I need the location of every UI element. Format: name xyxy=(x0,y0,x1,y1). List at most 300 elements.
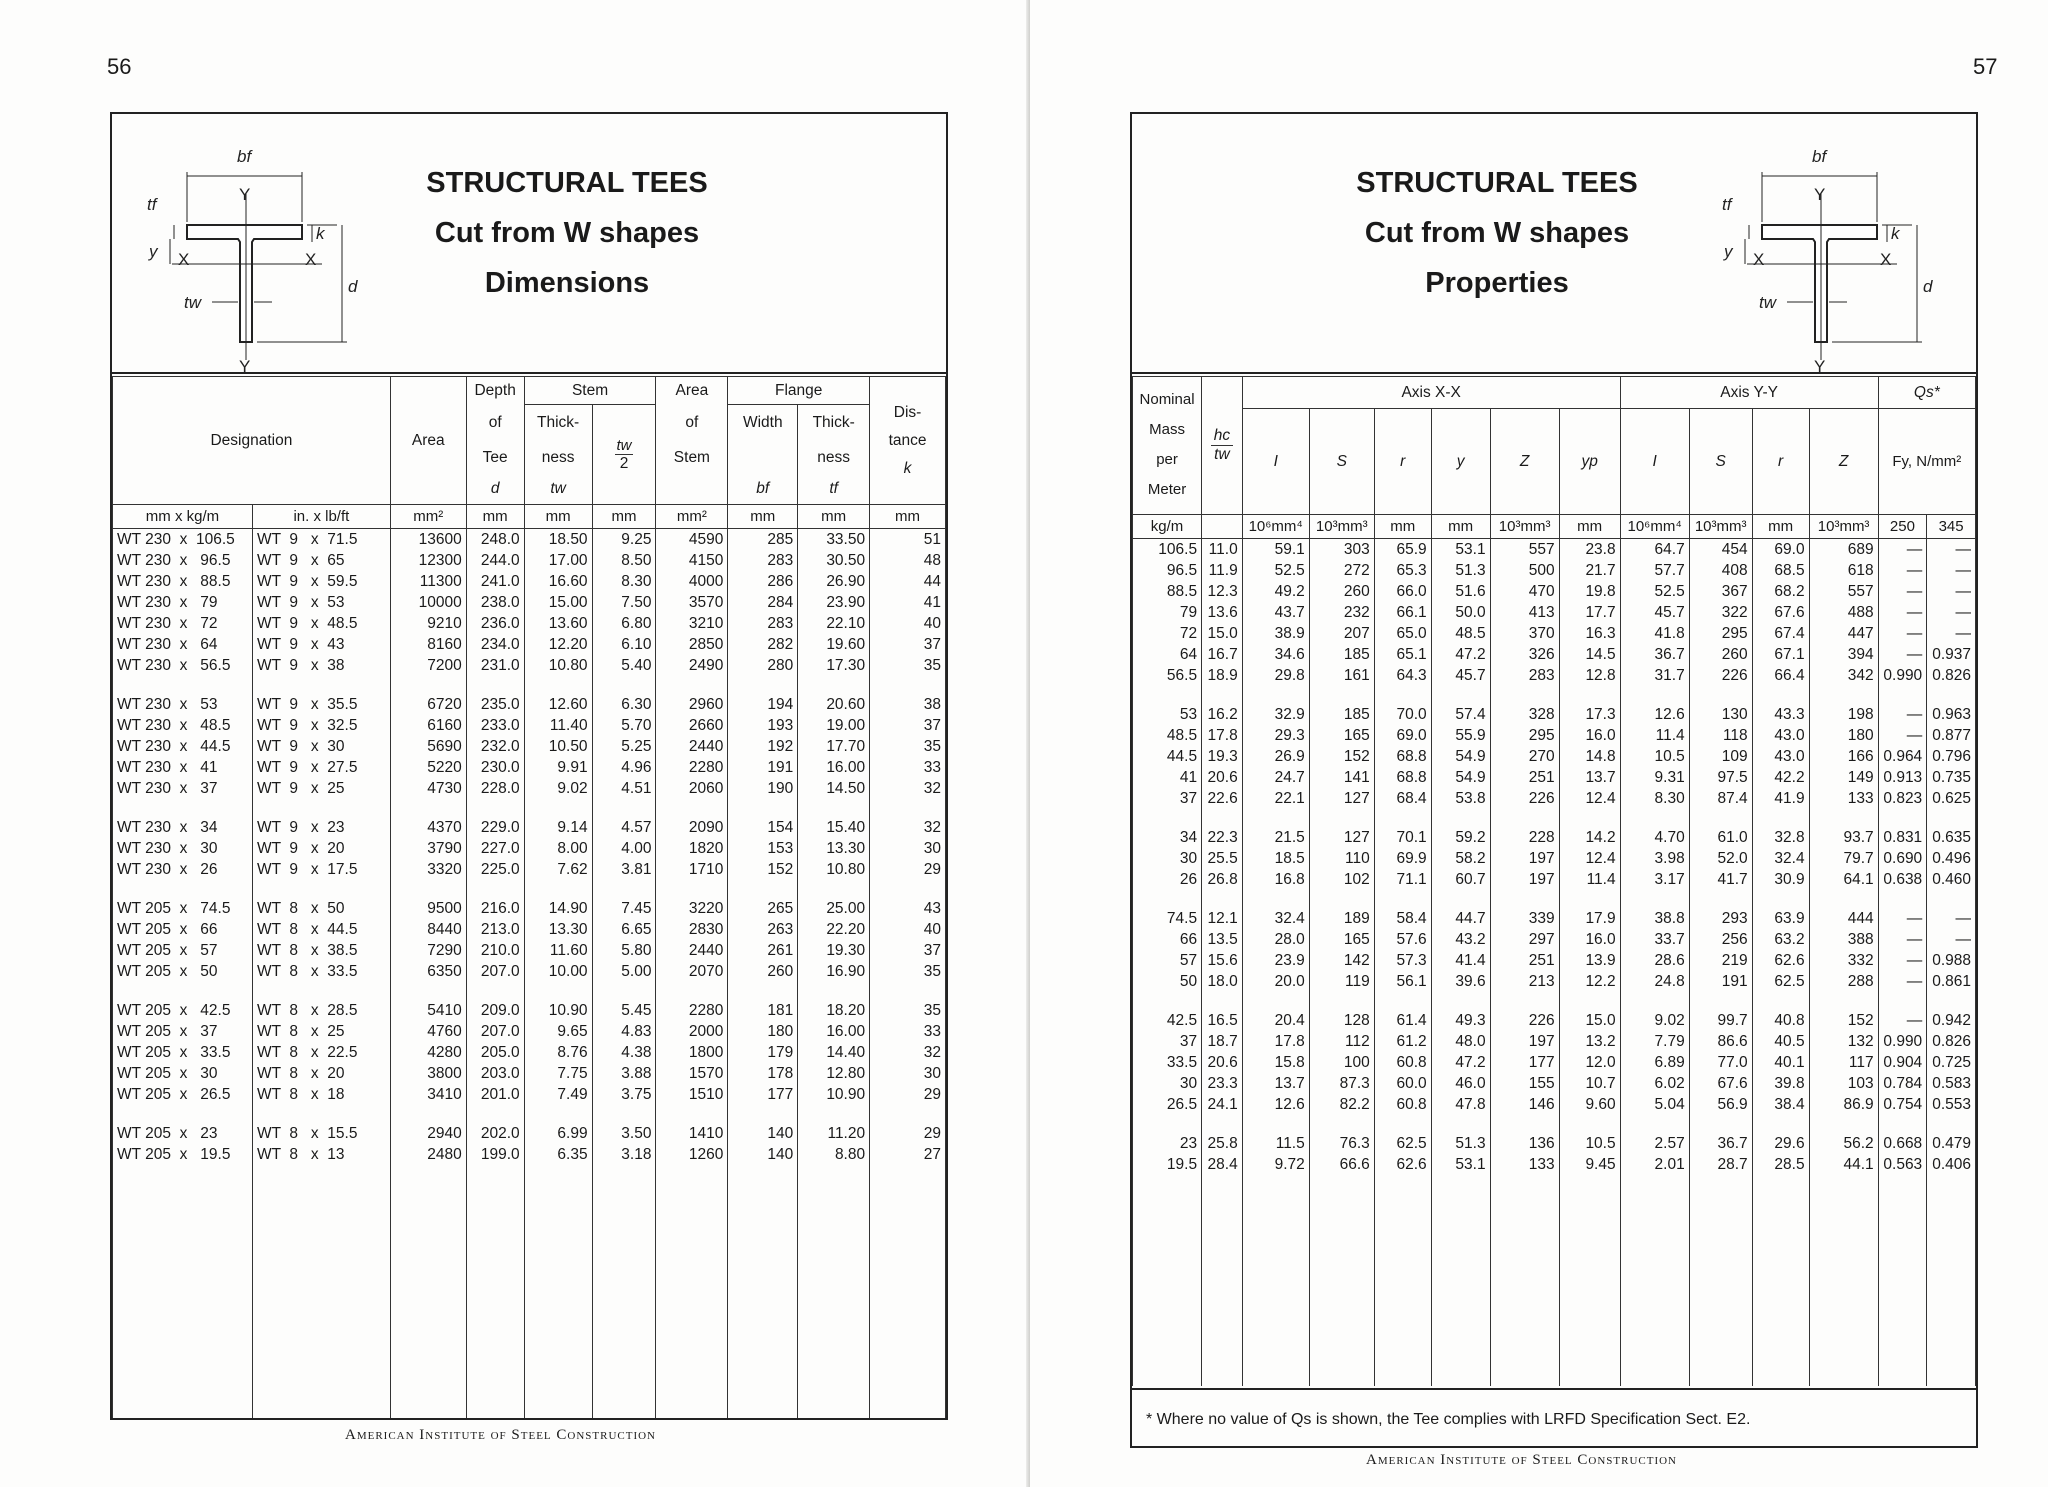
table-cell: 3.88 xyxy=(592,1063,656,1084)
table-cell: 25.8 xyxy=(1202,1133,1243,1154)
table-cell: 7.49 xyxy=(524,1084,592,1105)
table-cell: 25.00 xyxy=(798,898,870,919)
table-cell: 12.6 xyxy=(1242,1094,1309,1115)
table-cell: 0.638 xyxy=(1878,869,1927,890)
table-cell: WT 8 x 20 xyxy=(252,1063,390,1084)
depth-of-label: of xyxy=(466,405,524,441)
table-cell: 322 xyxy=(1689,602,1752,623)
table-cell: 6.99 xyxy=(524,1123,592,1144)
properties-table xyxy=(1132,376,1976,1386)
table-cell: 3.17 xyxy=(1620,869,1689,890)
table-cell: 7.50 xyxy=(592,592,656,613)
table-row xyxy=(1133,908,1976,929)
table-cell: — xyxy=(1927,560,1976,581)
table-cell: 60.8 xyxy=(1374,1094,1431,1115)
table-cell: 40.5 xyxy=(1752,1031,1809,1052)
table-cell: 62.5 xyxy=(1752,971,1809,992)
table-cell: 32 xyxy=(870,817,946,838)
table-cell: 13600 xyxy=(390,529,466,551)
table-cell: 2070 xyxy=(656,961,728,982)
properties-table-body xyxy=(1133,539,1976,1387)
table-cell: 12.0 xyxy=(1559,1052,1620,1073)
table-cell: WT 230 x 26 xyxy=(113,859,253,880)
table-cell: 230.0 xyxy=(466,757,524,778)
table-cell: 20.6 xyxy=(1202,1052,1243,1073)
table-cell: 3.98 xyxy=(1620,848,1689,869)
table-cell: 18.5 xyxy=(1242,848,1309,869)
hc-tw-header: hc tw xyxy=(1202,377,1243,515)
unit-cell: 10³mm³ xyxy=(1309,515,1374,539)
table-cell: 234.0 xyxy=(466,634,524,655)
table-cell: 17.3 xyxy=(1559,704,1620,725)
table-cell: 53.8 xyxy=(1431,788,1490,809)
table-cell: 96.5 xyxy=(1133,560,1202,581)
table-row xyxy=(1133,950,1976,971)
unit-cell: mm xyxy=(592,505,656,529)
table-cell: 0.861 xyxy=(1927,971,1976,992)
table-cell: 42.2 xyxy=(1752,767,1809,788)
table-cell: 67.4 xyxy=(1752,623,1809,644)
table-cell: 37 xyxy=(870,940,946,961)
table-cell: 68.8 xyxy=(1374,746,1431,767)
table-cell: 260 xyxy=(728,961,798,982)
table-cell: 35 xyxy=(870,736,946,757)
unit-cell: mm xyxy=(1374,515,1431,539)
table-cell: 28.5 xyxy=(1752,1154,1809,1175)
table-cell: 52.0 xyxy=(1689,848,1752,869)
table-cell: — xyxy=(1927,929,1976,950)
table-cell: 65.1 xyxy=(1374,644,1431,665)
tee-label: Tee xyxy=(466,441,524,475)
right-footer: American Institute of Steel Construction xyxy=(1366,1452,1677,1468)
table-cell: 22.6 xyxy=(1202,788,1243,809)
table-cell: 0.831 xyxy=(1878,827,1927,848)
group-spacer xyxy=(1133,992,1976,1010)
table-cell: 19.3 xyxy=(1202,746,1243,767)
table-cell: 1260 xyxy=(656,1144,728,1165)
table-cell: 23.90 xyxy=(798,592,870,613)
table-row xyxy=(113,571,946,592)
dimensions-table-body xyxy=(113,529,946,1419)
table-cell: 0.964 xyxy=(1878,746,1927,767)
table-cell: 153 xyxy=(728,838,798,859)
unit-cell: mm xyxy=(1752,515,1809,539)
table-cell: 68.4 xyxy=(1374,788,1431,809)
table-cell: 283 xyxy=(728,550,798,571)
table-cell: 58.2 xyxy=(1431,848,1490,869)
unit-cell xyxy=(1202,515,1243,539)
group-spacer xyxy=(113,880,946,898)
right-title: STRUCTURAL TEES xyxy=(1356,167,1638,199)
syy-header: S xyxy=(1689,409,1752,515)
tw-symbol: tw xyxy=(524,475,592,505)
table-cell: 227.0 xyxy=(466,838,524,859)
unit-cell: mm xyxy=(870,505,946,529)
table-cell: 40 xyxy=(870,613,946,634)
table-cell: 33.7 xyxy=(1620,929,1689,950)
table-cell: 4.51 xyxy=(592,778,656,799)
table-cell: 4.70 xyxy=(1620,827,1689,848)
table-cell: 0.553 xyxy=(1927,1094,1976,1115)
table-cell: 140 xyxy=(728,1123,798,1144)
table-cell: 226 xyxy=(1689,665,1752,686)
table-cell: 11.20 xyxy=(798,1123,870,1144)
table-cell: 17.8 xyxy=(1202,725,1243,746)
table-cell: 24.7 xyxy=(1242,767,1309,788)
table-cell: 152 xyxy=(728,859,798,880)
table-cell: 22.1 xyxy=(1242,788,1309,809)
table-cell: 32.8 xyxy=(1752,827,1809,848)
table-row xyxy=(113,634,946,655)
table-cell: 9.02 xyxy=(524,778,592,799)
table-cell: WT 9 x 23 xyxy=(252,817,390,838)
table-cell: 67.6 xyxy=(1752,602,1809,623)
table-cell: 40.8 xyxy=(1752,1010,1809,1031)
rxx-header: r xyxy=(1374,409,1431,515)
table-cell: 136 xyxy=(1490,1133,1559,1154)
table-cell: 49.3 xyxy=(1431,1010,1490,1031)
table-cell: 28.0 xyxy=(1242,929,1309,950)
right-subtitle2: Properties xyxy=(1425,267,1569,299)
stem-ness-label: ness xyxy=(524,441,592,475)
table-cell: 2090 xyxy=(656,817,728,838)
table-row xyxy=(1133,539,1976,561)
table-cell: 500 xyxy=(1490,560,1559,581)
table-cell: 11.9 xyxy=(1202,560,1243,581)
table-cell: 229.0 xyxy=(466,817,524,838)
table-cell: 7290 xyxy=(390,940,466,961)
table-row xyxy=(1133,848,1976,869)
table-cell: WT 9 x 17.5 xyxy=(252,859,390,880)
table-cell: WT 205 x 66 xyxy=(113,919,253,940)
ryy-header: r xyxy=(1752,409,1809,515)
designation-header: Designation xyxy=(113,377,391,505)
flange-header: Flange xyxy=(728,377,870,405)
table-cell: 86.9 xyxy=(1809,1094,1878,1115)
diagram-y-bottom-label-r: Y xyxy=(1814,357,1826,372)
diagram-x-right-label-r: X xyxy=(1880,250,1892,269)
table-cell: WT 205 x 26.5 xyxy=(113,1084,253,1105)
table-cell: 191 xyxy=(1689,971,1752,992)
table-cell: 5220 xyxy=(390,757,466,778)
group-spacer xyxy=(1133,890,1976,908)
table-cell: 16.0 xyxy=(1559,929,1620,950)
table-cell: 618 xyxy=(1809,560,1878,581)
table-cell: 185 xyxy=(1309,644,1374,665)
table-cell: WT 8 x 33.5 xyxy=(252,961,390,982)
table-cell: 30.50 xyxy=(798,550,870,571)
table-cell: 7.75 xyxy=(524,1063,592,1084)
table-cell: 1800 xyxy=(656,1042,728,1063)
table-cell: 7.79 xyxy=(1620,1031,1689,1052)
table-cell: 18.9 xyxy=(1202,665,1243,686)
table-cell: 408 xyxy=(1689,560,1752,581)
page-number-right: 57 xyxy=(1973,54,1998,79)
table-cell: 46.0 xyxy=(1431,1073,1490,1094)
table-cell: 14.40 xyxy=(798,1042,870,1063)
table-cell: WT 9 x 35.5 xyxy=(252,694,390,715)
table-cell: WT 205 x 50 xyxy=(113,961,253,982)
table-cell: 2660 xyxy=(656,715,728,736)
table-cell: 68.2 xyxy=(1752,581,1809,602)
table-cell: WT 205 x 30 xyxy=(113,1063,253,1084)
table-cell: 0.479 xyxy=(1927,1133,1976,1154)
table-cell: 50 xyxy=(1133,971,1202,992)
table-cell: 7.45 xyxy=(592,898,656,919)
table-cell: 56.2 xyxy=(1809,1133,1878,1154)
table-cell: WT 230 x 53 xyxy=(113,694,253,715)
table-cell: 14.8 xyxy=(1559,746,1620,767)
table-cell: 43.0 xyxy=(1752,725,1809,746)
table-cell: 19.30 xyxy=(798,940,870,961)
table-cell: 201.0 xyxy=(466,1084,524,1105)
table-cell: WT 9 x 20 xyxy=(252,838,390,859)
table-cell: 43.0 xyxy=(1752,746,1809,767)
table-cell: 48 xyxy=(870,550,946,571)
table-cell: 11.40 xyxy=(524,715,592,736)
table-cell: 52.5 xyxy=(1242,560,1309,581)
table-cell: 63.9 xyxy=(1752,908,1809,929)
left-subtitle2: Dimensions xyxy=(484,267,650,299)
table-cell: 127 xyxy=(1309,827,1374,848)
table-cell: WT 230 x 79 xyxy=(113,592,253,613)
table-cell: 283 xyxy=(728,613,798,634)
table-cell: 57.3 xyxy=(1374,950,1431,971)
table-cell: 67.1 xyxy=(1752,644,1809,665)
table-cell: WT 9 x 32.5 xyxy=(252,715,390,736)
unit-cell: mm xyxy=(798,505,870,529)
table-cell: 9.72 xyxy=(1242,1154,1309,1175)
table-row xyxy=(1133,1073,1976,1094)
table-cell: 13.30 xyxy=(524,919,592,940)
table-cell: 36.7 xyxy=(1689,1133,1752,1154)
table-cell: WT 9 x 59.5 xyxy=(252,571,390,592)
table-cell: 43.2 xyxy=(1431,929,1490,950)
table-cell: 26.8 xyxy=(1202,869,1243,890)
table-cell: 342 xyxy=(1809,665,1878,686)
table-cell: 444 xyxy=(1809,908,1878,929)
table-cell: 53.1 xyxy=(1431,1154,1490,1175)
table-cell: 284 xyxy=(728,592,798,613)
table-cell: 59.2 xyxy=(1431,827,1490,848)
table-cell: 10.5 xyxy=(1559,1133,1620,1154)
table-cell: 165 xyxy=(1309,929,1374,950)
table-cell: 88.5 xyxy=(1133,581,1202,602)
stem-thickness-label: Thick- xyxy=(524,405,592,441)
table-cell: 17.7 xyxy=(1559,602,1620,623)
nominal-mass-header: Nominal Mass per Meter xyxy=(1133,377,1202,515)
table-cell: 166 xyxy=(1809,746,1878,767)
unit-cell: kg/m xyxy=(1133,515,1202,539)
table-cell: 270 xyxy=(1490,746,1559,767)
table-cell: 225.0 xyxy=(466,859,524,880)
width-blank xyxy=(728,441,798,475)
table-cell: 133 xyxy=(1809,788,1878,809)
table-cell: 25.5 xyxy=(1202,848,1243,869)
table-cell: 30 xyxy=(870,1063,946,1084)
table-cell: 199.0 xyxy=(466,1144,524,1165)
table-cell: 192 xyxy=(728,736,798,757)
table-cell: 11.5 xyxy=(1242,1133,1309,1154)
table-cell: 263 xyxy=(728,919,798,940)
table-cell: 57.4 xyxy=(1431,704,1490,725)
table-cell: 39.6 xyxy=(1431,971,1490,992)
table-cell: 66.1 xyxy=(1374,602,1431,623)
table-cell: 213.0 xyxy=(466,919,524,940)
table-row xyxy=(113,757,946,778)
table-cell: 146 xyxy=(1490,1094,1559,1115)
table-cell: 6720 xyxy=(390,694,466,715)
table-cell: 210.0 xyxy=(466,940,524,961)
table-cell: 180 xyxy=(1809,725,1878,746)
table-cell: 87.3 xyxy=(1309,1073,1374,1094)
table-cell: 133 xyxy=(1490,1154,1559,1175)
table-cell: 232.0 xyxy=(466,736,524,757)
table-row xyxy=(1133,581,1976,602)
table-cell: 17.00 xyxy=(524,550,592,571)
table-cell: 280 xyxy=(728,655,798,676)
table-cell: 6.30 xyxy=(592,694,656,715)
table-cell: WT 8 x 15.5 xyxy=(252,1123,390,1144)
table-row xyxy=(1133,1133,1976,1154)
table-cell: 28.7 xyxy=(1689,1154,1752,1175)
table-cell: 18.20 xyxy=(798,1000,870,1021)
table-cell: 10.5 xyxy=(1620,746,1689,767)
table-cell: 180 xyxy=(728,1021,798,1042)
table-cell: 8440 xyxy=(390,919,466,940)
table-cell: 56.5 xyxy=(1133,665,1202,686)
table-cell: 87.4 xyxy=(1689,788,1752,809)
table-cell: 29 xyxy=(870,859,946,880)
table-cell: 57.6 xyxy=(1374,929,1431,950)
table-cell: 161 xyxy=(1309,665,1374,686)
table-cell: 24.1 xyxy=(1202,1094,1243,1115)
table-cell: 41.9 xyxy=(1752,788,1809,809)
right-frame xyxy=(1130,112,1978,1448)
table-cell: 61.4 xyxy=(1374,1010,1431,1031)
table-cell: 295 xyxy=(1689,623,1752,644)
table-cell: 6160 xyxy=(390,715,466,736)
table-cell: 8.30 xyxy=(592,571,656,592)
table-cell: WT 9 x 71.5 xyxy=(252,529,390,551)
table-cell: 13.5 xyxy=(1202,929,1243,950)
table-cell: 11.4 xyxy=(1620,725,1689,746)
table-cell: 197 xyxy=(1490,869,1559,890)
table-cell: 23 xyxy=(1133,1133,1202,1154)
table-cell: 51.3 xyxy=(1431,1133,1490,1154)
table-cell: 5.00 xyxy=(592,961,656,982)
table-cell: 413 xyxy=(1490,602,1559,623)
table-cell: 16.00 xyxy=(798,757,870,778)
table-cell: WT 8 x 13 xyxy=(252,1144,390,1165)
table-cell: 51.3 xyxy=(1431,560,1490,581)
table-cell: WT 230 x 64 xyxy=(113,634,253,655)
table-cell: 33 xyxy=(870,757,946,778)
table-cell: 0.625 xyxy=(1927,788,1976,809)
table-cell: 44.5 xyxy=(1133,746,1202,767)
table-cell: 65.0 xyxy=(1374,623,1431,644)
table-cell: 6.80 xyxy=(592,613,656,634)
table-row xyxy=(1133,1154,1976,1175)
iyy-header: I xyxy=(1620,409,1689,515)
table-cell: 2440 xyxy=(656,940,728,961)
table-cell: WT 230 x 56.5 xyxy=(113,655,253,676)
right-header-box xyxy=(1132,114,1976,374)
stem-label: Stem xyxy=(656,441,728,475)
unit-cell: mm xyxy=(524,505,592,529)
table-cell: 0.754 xyxy=(1878,1094,1927,1115)
table-cell: 14.90 xyxy=(524,898,592,919)
left-frame xyxy=(110,112,948,1420)
table-cell: 241.0 xyxy=(466,571,524,592)
table-cell: 202.0 xyxy=(466,1123,524,1144)
left-subtitle: Cut from W shapes xyxy=(434,217,700,249)
table-cell: 38.8 xyxy=(1620,908,1689,929)
diagram-x-left-label-r: X xyxy=(1753,250,1765,269)
table-cell: 11.0 xyxy=(1202,539,1243,561)
table-cell: 66.0 xyxy=(1374,581,1431,602)
table-cell: 4280 xyxy=(390,1042,466,1063)
unit-cell: 10³mm³ xyxy=(1490,515,1559,539)
right-subtitle: Cut from W shapes xyxy=(1364,217,1630,249)
table-cell: 97.5 xyxy=(1689,767,1752,788)
table-cell: 12.4 xyxy=(1559,848,1620,869)
table-cell: 3210 xyxy=(656,613,728,634)
table-cell: — xyxy=(1878,704,1927,725)
table-cell: 29.6 xyxy=(1752,1133,1809,1154)
table-cell: 5.04 xyxy=(1620,1094,1689,1115)
table-cell: 22.10 xyxy=(798,613,870,634)
unit-cell: mm xyxy=(1431,515,1490,539)
table-cell: 37 xyxy=(1133,788,1202,809)
diagram-tw-label-r: tw xyxy=(1759,293,1776,312)
table-row xyxy=(113,1042,946,1063)
table-cell: 99.7 xyxy=(1689,1010,1752,1031)
table-cell: 0.904 xyxy=(1878,1052,1927,1073)
table-cell: 2.57 xyxy=(1620,1133,1689,1154)
table-cell: 251 xyxy=(1490,950,1559,971)
table-cell: 66.6 xyxy=(1309,1154,1374,1175)
group-spacer xyxy=(113,982,946,1000)
table-cell: — xyxy=(1878,950,1927,971)
table-row xyxy=(1133,560,1976,581)
table-row xyxy=(1133,746,1976,767)
table-cell: 140 xyxy=(728,1144,798,1165)
table-cell: 0.668 xyxy=(1878,1133,1927,1154)
table-cell: 207.0 xyxy=(466,1021,524,1042)
table-cell: 9.60 xyxy=(1559,1094,1620,1115)
left-title: STRUCTURAL TEES xyxy=(426,167,708,199)
table-row xyxy=(113,817,946,838)
table-cell: 45.7 xyxy=(1620,602,1689,623)
diagram-bf-label: bf xyxy=(237,147,252,166)
table-cell: 32.9 xyxy=(1242,704,1309,725)
table-cell: 261 xyxy=(728,940,798,961)
table-cell: 282 xyxy=(728,634,798,655)
table-row xyxy=(113,655,946,676)
table-cell: 16.2 xyxy=(1202,704,1243,725)
table-cell: 29.3 xyxy=(1242,725,1309,746)
table-cell: 32.4 xyxy=(1242,908,1309,929)
table-cell: WT 8 x 38.5 xyxy=(252,940,390,961)
table-cell: 47.2 xyxy=(1431,1052,1490,1073)
table-cell: 29 xyxy=(870,1123,946,1144)
table-cell: 47.8 xyxy=(1431,1094,1490,1115)
table-cell: WT 8 x 44.5 xyxy=(252,919,390,940)
table-cell: 64.3 xyxy=(1374,665,1431,686)
table-cell: 51 xyxy=(870,529,946,551)
table-row xyxy=(113,778,946,799)
